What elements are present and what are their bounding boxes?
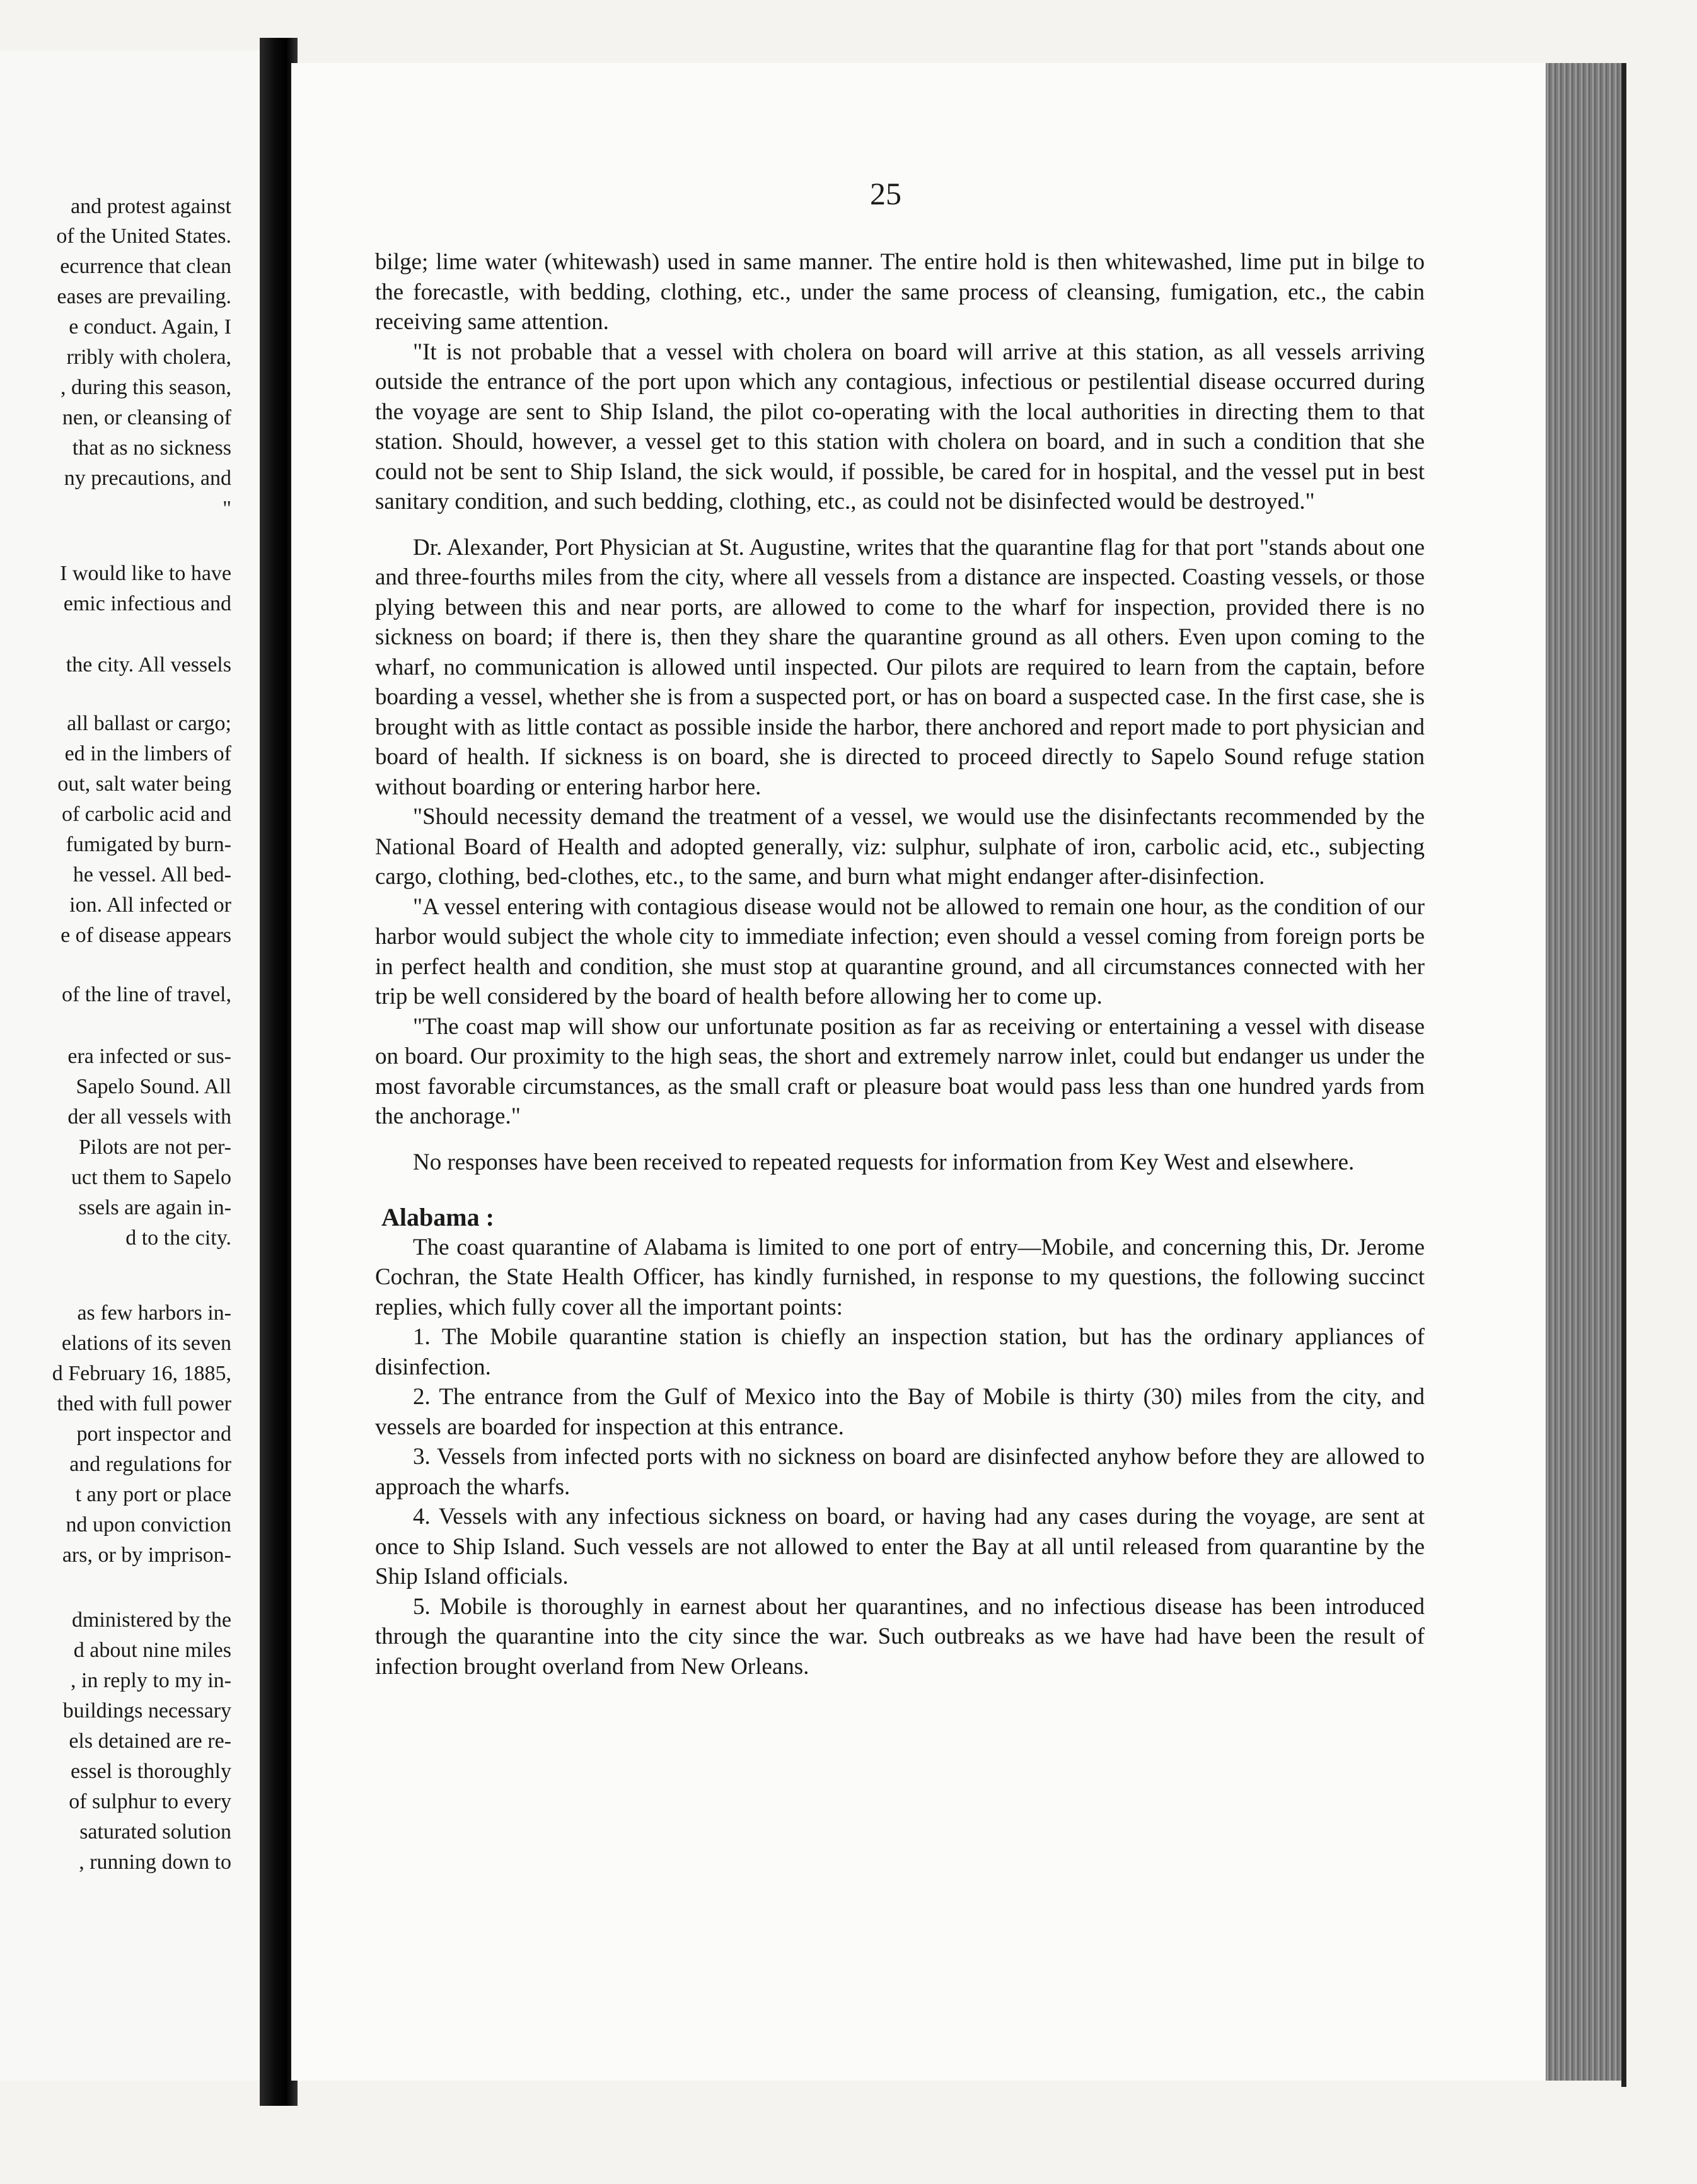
left-page-line: that as no sickness: [72, 436, 231, 460]
left-page-line: saturated solution: [79, 1820, 231, 1844]
left-page-line: buildings necessary: [62, 1699, 231, 1722]
left-page-line: ars, or by imprison-: [62, 1543, 231, 1567]
left-page-line: the city. All vessels: [66, 653, 231, 677]
left-page-line: nd upon conviction: [66, 1513, 231, 1536]
left-page-line: elations of its seven: [61, 1332, 231, 1355]
left-page-line: Pilots are not per-: [79, 1136, 231, 1159]
left-page-line: he vessel. All bed-: [72, 863, 231, 886]
left-page-line: ion. All infected or: [69, 893, 231, 917]
left-page-line: rribly with cholera,: [66, 346, 231, 369]
paragraph: "It is not probable that a vessel with cholera on board will arrive at this station, as all vessels arriving outside the entrance of the port upon which any contagious, infectious or pestilential disease occurred during the voyage are sent to Ship Island, the pilot co-operating with the local authorities in directing them to that station. Should, however, a vessel get to this station with cholera on board, and in such a condition that she could not be sent to Ship Island, the sick would, if possible, be cared for in hospital, and the vessel put in best sanitary condition, and such bedding, clothing, etc., as could not be disinfected would be destroyed.": [375, 339, 1425, 514]
left-page-line: der all vessels with: [67, 1105, 231, 1129]
list-item: 5. Mobile is thoroughly in earnest about her quarantines, and no infectious disease has been introduced through the quarantine into the city since the war. Such outbreaks as we have had have been the result of infection brought overland from New Orleans.: [375, 1593, 1425, 1680]
section-heading: Alabama :: [381, 1203, 494, 1231]
left-page-line: ecurrence that clean: [60, 255, 231, 278]
left-page-line: essel is thoroughly: [71, 1760, 231, 1783]
left-page-line: ed in the limbers of: [64, 742, 231, 765]
left-page-line: ssels are again in-: [78, 1196, 231, 1219]
left-page-line: els detained are re-: [69, 1729, 231, 1753]
left-page-line: e conduct. Again, I: [69, 315, 231, 339]
left-page-line: ": [223, 497, 231, 520]
left-page-line: , during this season,: [60, 376, 231, 399]
left-page-line: of carbolic acid and: [61, 803, 231, 826]
left-page-line: d to the city.: [125, 1226, 231, 1250]
left-page-line: uct them to Sapelo: [71, 1166, 231, 1189]
left-page-line: ny precautions, and: [64, 467, 231, 490]
paragraph: "A vessel entering with contagious disease would not be allowed to remain one hour, as the condition of our harbor would subject the whole city to immediate infection; even should a vessel coming from foreign ports be in perfect health and condition, she must stop at quarantine ground, and all circumstances connected with her trip be well considered by the board of health before allowing her to come up.: [375, 893, 1425, 1009]
left-page-line: I would like to have: [60, 562, 231, 585]
page-number: 25: [870, 176, 901, 211]
left-page-line: of sulphur to every: [69, 1790, 231, 1813]
paragraph: "Should necessity demand the treatment of a vessel, we would use the disinfectants recommended by the National Board of Health and adopted generally, viz: sulphur, sulphate of iron, carbolic acid, etc., subjecting cargo, clothing, bed-clothes, etc., to the same, and burn what might endanger after-disinfection.: [375, 804, 1425, 890]
left-page-line: and regulations for: [69, 1453, 231, 1476]
left-page-line: eases are prevailing.: [57, 285, 231, 308]
paragraph: The coast quarantine of Alabama is limited to one port of entry—Mobile, and concerning this, Dr. Jerome Cochran, the State Health Officer, has kindly furnished, in response to my questions, the following succinct replies, which fully cover all the important points:: [375, 1234, 1425, 1320]
left-page-line: port inspector and: [76, 1422, 231, 1446]
paragraph: No responses have been received to repeated requests for information from Key West and elsewhere.: [413, 1149, 1355, 1175]
left-page-line: , running down to: [79, 1850, 231, 1874]
left-page-line: dministered by the: [71, 1608, 231, 1632]
list-item: 4. Vessels with any infectious sickness on board, or having had any cases during the voyage, are sent at once to Ship Island. Such vessels are not allowed to enter the Bay at all until released from quarantine by the Ship Island officials.: [375, 1504, 1425, 1589]
left-page-line: d about nine miles: [73, 1639, 231, 1662]
left-page-fragment: [0, 50, 287, 2081]
paragraph: Dr. Alexander, Port Physician at St. Augustine, writes that the quarantine flag for that port "stands about one and three-fourths miles from the city, where all vessels from a distance are inspected. Coasting vessels, or those plying between this and near ports, are allowed to come to the wharf for inspection, provided there is no sickness on board; if there is, then they share the quarantine ground as all others. Even upon coming to the wharf, no communication is allowed until inspected. Our pilots are required to learn from the captain, before boarding a vessel, whether she is from a suspected port, or has on board a suspected case. In the first case, she is brought with as little contact as possible inside the harbor, there anchored and report made to port physician and board of health. If sickness is on board, she is directed to proceed directly to Sapelo Sound refuge station without boarding or entering harbor here.: [375, 534, 1425, 800]
left-page-line: t any port or place: [75, 1483, 231, 1506]
left-page-line: d February 16, 1885,: [52, 1362, 231, 1385]
page-edges: [1546, 63, 1621, 2081]
left-page-line: nen, or cleansing of: [62, 406, 231, 429]
list-item: 1. The Mobile quarantine station is chiefly an inspection station, but has the ordinary appliances of disinfection.: [375, 1324, 1425, 1380]
left-page-line: emic infectious and: [63, 592, 231, 615]
left-page-line: thed with full power: [57, 1392, 231, 1415]
left-page-line: , in reply to my in-: [71, 1669, 231, 1692]
list-item: 3. Vessels from infected ports with no sickness on board are disinfected anyhow before they are allowed to approach the wharfs.: [375, 1444, 1425, 1500]
left-page-line: of the United States.: [56, 224, 231, 248]
left-page-line: Sapelo Sound. All: [76, 1075, 231, 1098]
main-text-column: [375, 247, 1425, 1682]
left-page-line: era infected or sus-: [67, 1045, 231, 1068]
left-page-line: out, salt water being: [57, 772, 231, 796]
left-page-line: all ballast or cargo;: [67, 712, 231, 735]
book-edge-shadow: [1621, 63, 1626, 2087]
left-page-line: e of disease appears: [61, 924, 231, 947]
left-page-line: and protest against: [71, 195, 231, 218]
list-item: 2. The entrance from the Gulf of Mexico into the Bay of Mobile is thirty (30) miles from the city, and vessels are boarded for inspection at this entrance.: [375, 1384, 1425, 1440]
left-page-line: fumigated by burn-: [66, 833, 231, 856]
paragraph: bilge; lime water (whitewash) used in same manner. The entire hold is then whitewashed, lime put in bilge to the forecastle, with bedding, clothing, etc., under the same process of cleansing, fumigation, etc., the cabin receiving same attention.: [375, 249, 1425, 335]
paragraph: "The coast map will show our unfortunate position as far as receiving or entertaining a vessel with disease on board. Our proximity to the high seas, the short and extremely narrow inlet, could but endanger us under the most favorable circumstances, as the small craft or pleasure boat would pass less than one hundred yards from the anchorage.": [375, 1013, 1425, 1129]
left-page-line: as few harbors in-: [77, 1301, 231, 1325]
left-page-line: of the line of travel,: [61, 983, 231, 1006]
